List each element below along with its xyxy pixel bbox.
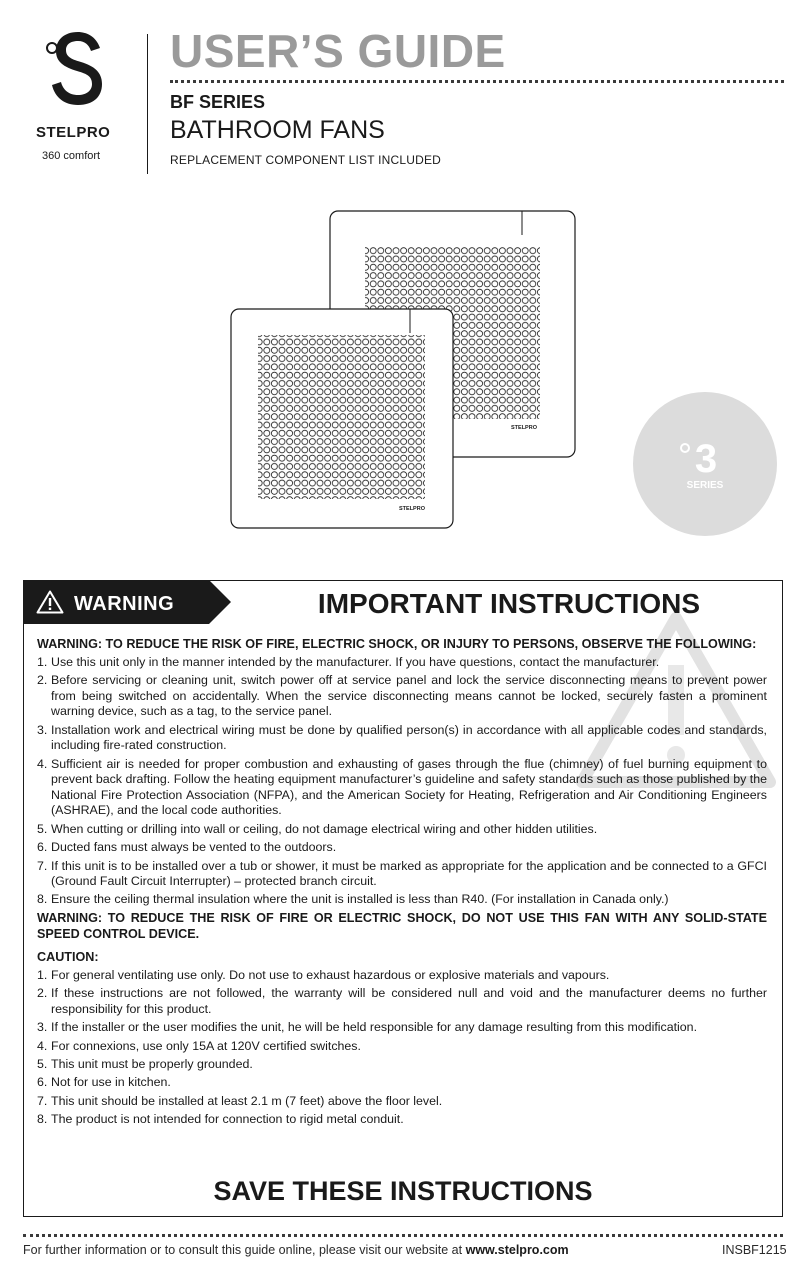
stelpro-logo	[46, 28, 110, 108]
series-label: BF SERIES	[170, 92, 266, 112]
caution-list	[37, 968, 767, 1128]
list-item	[37, 1075, 767, 1091]
instructions-content	[37, 637, 767, 1131]
list-item-text: Installation work and electrical wiring must be done by qualified person(s) in accordance with all applicable codes and standards, including fire-rated construction.	[51, 722, 767, 753]
list-item	[37, 1057, 767, 1073]
list-item-text: When cutting or drilling into wall or ceiling, do not damage electrical wiring and other hidden utilities.	[51, 821, 598, 836]
list-item-text: This unit must be properly grounded.	[51, 1057, 253, 1072]
list-item	[37, 757, 767, 819]
list-item-text: Sufficient air is needed for proper combustion and exhausting of gases through the flue (chimney) of fuel burning equipment to prevent back drafting. Follow the heating equipment manufacturer’s guideline and safety standards such as those published by the National Fire Protection Association (NFPA), and the American Society for Heating, Refrigeration and Air Conditioning Engineers (ASHRAE), and the local code authorities.	[51, 756, 767, 818]
list-item	[37, 859, 767, 890]
list-item-number: 3.	[37, 1020, 48, 1035]
list-item-number: 7.	[37, 858, 48, 873]
small-grille-brand: STELPRO	[399, 506, 425, 512]
warning-label: WARNING	[74, 593, 175, 615]
list-item	[37, 986, 767, 1017]
list-item-number: 4.	[37, 756, 48, 771]
list-item-number: 8.	[37, 1112, 48, 1127]
list-item-number: 6.	[37, 1075, 48, 1090]
small-grille	[231, 309, 453, 528]
list-item-text: Use this unit only in the manner intended by the manufacturer. If you have questions, contact the manufacturer.	[51, 654, 660, 669]
list-item-text: The product is not intended for connection to rigid metal conduit.	[51, 1112, 404, 1127]
list-item-number: 5.	[37, 1057, 48, 1072]
list-item	[37, 723, 767, 754]
list-item-number: 3.	[37, 722, 48, 737]
list-item-text: This unit should be installed at least 2.1 m (7 feet) above the floor level.	[51, 1093, 443, 1108]
list-item-text: Ensure the ceiling thermal insulation where the unit is installed is less than R40. (For installation in Canada only.)	[51, 892, 669, 907]
list-item-text: Not for use in kitchen.	[51, 1075, 171, 1090]
save-instructions: SAVE THESE INSTRUCTIONS	[213, 1176, 593, 1206]
list-item-number: 1.	[37, 967, 48, 982]
list-item	[37, 673, 767, 720]
list-item-text: Before servicing or cleaning unit, switch power off at service panel and lock the service disconnecting means to prevent power from being switched on accidentally. When the service disconnecting means cannot be locked, securely fasten a prominent warning device, such as a tag, to the service panel.	[51, 672, 767, 719]
website-link[interactable]: www.stelpro.com	[465, 1243, 569, 1257]
warning-list-1	[37, 655, 767, 908]
list-item-number: 2.	[37, 986, 48, 1001]
list-item-number: 7.	[37, 1093, 48, 1108]
warning-heading-1: WARNING: TO REDUCE THE RISK OF FIRE, ELECTRIC SHOCK, OR INJURY TO PERSONS, OBSERVE THE FOLLOWING:	[37, 637, 757, 651]
list-item-number: 8.	[37, 892, 48, 907]
list-item	[37, 1020, 767, 1036]
list-item-number: 2.	[37, 672, 48, 687]
large-grille-brand: STELPRO	[511, 425, 537, 431]
warning-heading-2: WARNING: TO REDUCE THE RISK OF FIRE OR ELECTRIC SHOCK, DO NOT USE THIS FAN WITH ANY SOLID-STATE SPEED CONTROL DEVICE.	[37, 911, 767, 941]
badge-number: 3	[694, 437, 718, 481]
footer-text	[23, 1243, 569, 1257]
list-item	[37, 1112, 767, 1128]
list-item	[37, 840, 767, 856]
list-item-number: 1.	[37, 654, 48, 669]
document-code: INSBF1215	[722, 1243, 787, 1257]
caution-heading: CAUTION:	[37, 950, 99, 965]
series-3-badge	[633, 392, 777, 536]
badge-label: SERIES	[686, 480, 724, 491]
list-item	[37, 968, 767, 984]
list-item	[37, 1039, 767, 1055]
header-divider	[147, 34, 148, 174]
list-item-text: Ducted fans must always be vented to the outdoors.	[51, 840, 337, 855]
brand-name: STELPRO	[36, 124, 111, 141]
important-instructions-title: IMPORTANT INSTRUCTIONS	[317, 588, 701, 619]
list-item-number: 4.	[37, 1038, 48, 1053]
list-item-number: 5.	[37, 821, 48, 836]
warning-icon	[36, 590, 64, 614]
product-name: BATHROOM FANS	[170, 116, 385, 144]
list-item	[37, 892, 767, 908]
list-item-text: If these instructions are not followed, the warranty will be considered null and void and the manufacturer deems no further responsibility for this product.	[51, 986, 767, 1016]
page-title: USER’S GUIDE	[170, 25, 506, 77]
subtitle: REPLACEMENT COMPONENT LIST INCLUDED	[170, 153, 442, 167]
list-item	[37, 1094, 767, 1110]
dotted-rule-bottom	[23, 1234, 783, 1237]
brand-tagline: 360 comfort	[42, 150, 101, 162]
fan-grilles-illustration	[225, 205, 585, 535]
list-item-text: For general ventilating use only. Do not use to exhaust hazardous or explosive materials and vapours.	[51, 967, 610, 982]
dotted-rule-top	[170, 80, 784, 83]
list-item	[37, 822, 767, 838]
footer-note: For further information or to consult this guide online, please visit our website at	[23, 1243, 466, 1257]
list-item-text: For connexions, use only 15A at 120V certified switches.	[51, 1038, 361, 1053]
list-item-number: 6.	[37, 840, 48, 855]
list-item-text: If the installer or the user modifies the unit, he will be held responsible for any damage resulting from this modification.	[51, 1020, 698, 1035]
list-item	[37, 655, 767, 671]
list-item-text: If this unit is to be installed over a tub or shower, it must be marked as appropriate for the application and be connected to a GFCI (Ground Fault Circuit Interrupter) – protected branch circuit.	[51, 858, 767, 889]
